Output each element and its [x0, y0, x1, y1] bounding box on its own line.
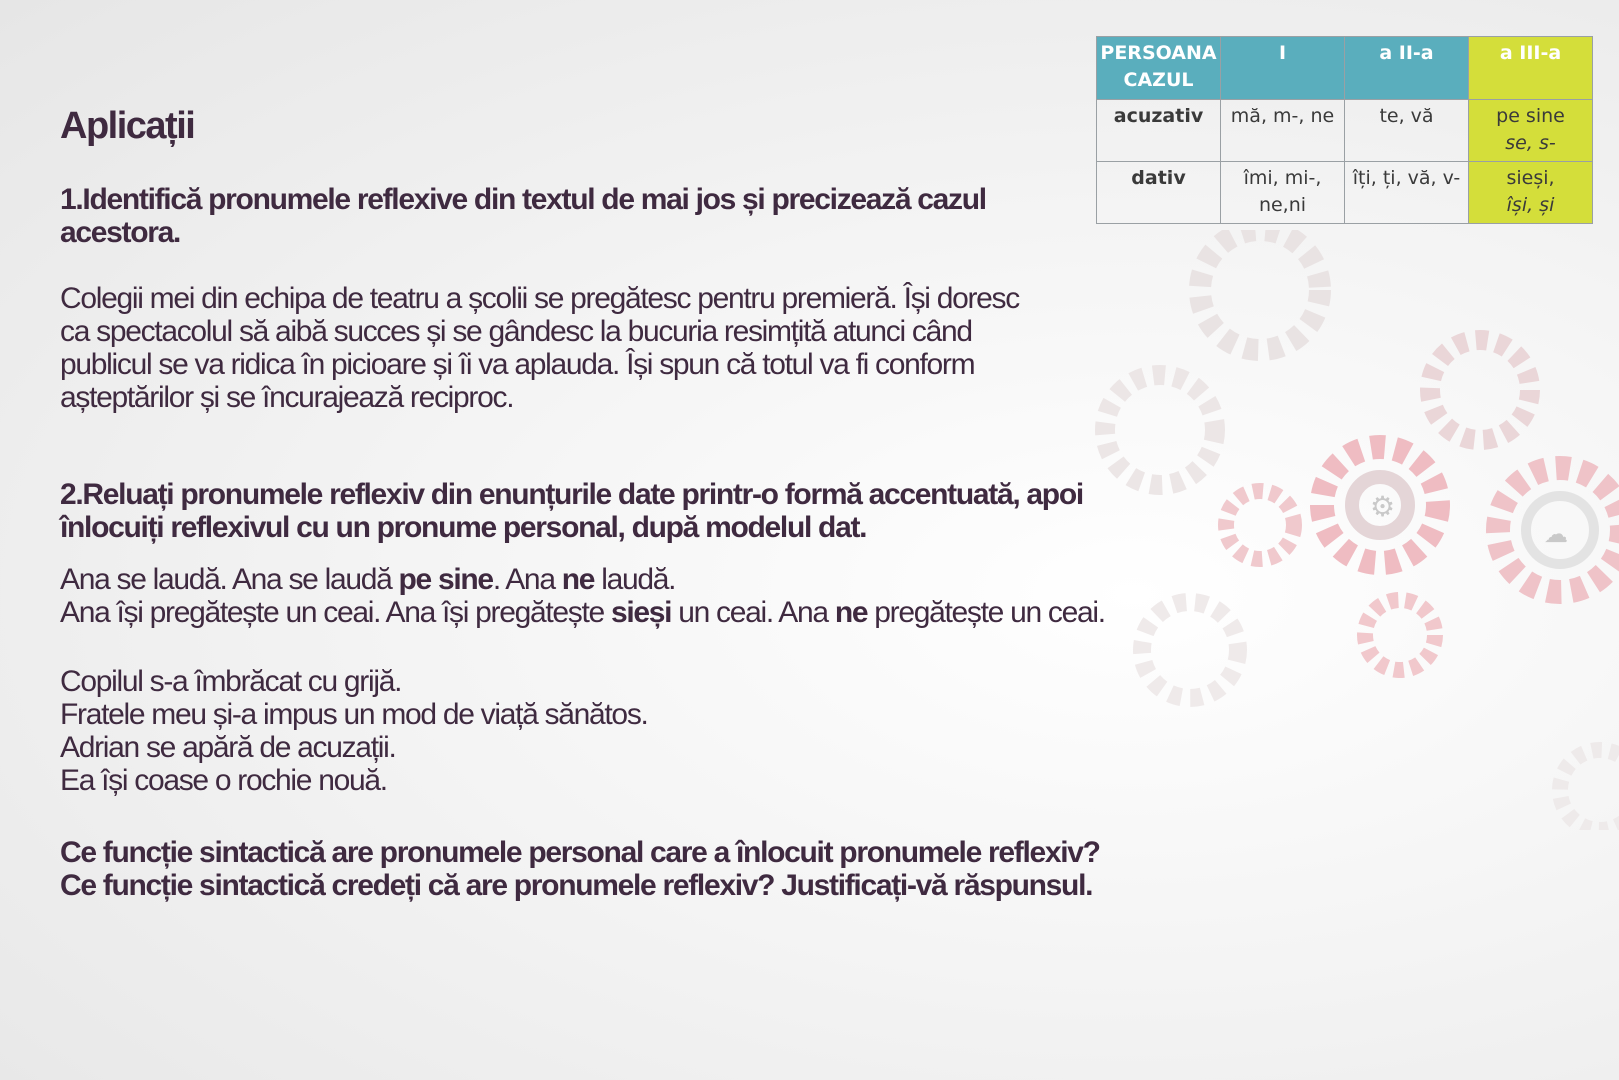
sentence-item: Copilul s-a îmbrăcat cu grijă. — [60, 665, 402, 698]
gears-decoration — [1080, 230, 1619, 830]
model-text: laudă. — [594, 563, 676, 596]
exercise-2-heading — [60, 478, 1083, 544]
gear-shape — [1226, 491, 1294, 559]
reflexive-pronoun-table — [1096, 36, 1593, 224]
exercise-2-model — [60, 563, 1105, 629]
cloud-icon: ☁ — [1544, 520, 1568, 548]
gear-shape — [1142, 602, 1238, 698]
table-row — [1097, 100, 1593, 162]
dativ-p1 — [1221, 162, 1345, 224]
table-header-row — [1097, 37, 1593, 100]
header-persoana-cazul — [1097, 37, 1221, 100]
gear-shape — [1430, 340, 1530, 440]
model-text: Ana se laudă. Ana se laudă — [60, 563, 399, 596]
gear-shape — [1105, 375, 1215, 485]
exercise-1-text-line: așteptărilor și se încurajează reciproc. — [60, 381, 514, 414]
gear-icon: ⚙ — [1370, 490, 1396, 523]
dativ-p1-a: îmi, mi-, — [1243, 167, 1322, 189]
sentence-item: Ea își coase o rochie nouă. — [60, 764, 387, 797]
question-line: Ce funcție sintactică are pronumele personal care a înlocuit pronumele reflexiv? — [60, 836, 1100, 869]
page-title: Aplicații — [60, 105, 195, 147]
sentence-item: Adrian se apără de acuzații. — [60, 731, 396, 764]
acuzativ-p3-alt: se, s- — [1505, 132, 1556, 154]
acuzativ-p2: te, vă — [1345, 100, 1469, 162]
header-person-3: a III-a — [1469, 37, 1593, 100]
acuzativ-p3 — [1469, 100, 1593, 162]
exercise-1-heading-line: 1.Identifică pronumele reflexive din textul de mai jos și precizează cazul — [60, 183, 986, 216]
dativ-p3-main: sieși, — [1506, 167, 1555, 189]
acuzativ-p3-main: pe sine — [1496, 105, 1565, 127]
header-person-2: a II-a — [1345, 37, 1469, 100]
gear-shape — [1560, 750, 1619, 830]
dativ-p2: îți, ți, vă, v- — [1345, 162, 1469, 224]
exercise-2-questions — [60, 836, 1100, 902]
dativ-p1-b: ne,ni — [1258, 194, 1307, 216]
exercise-1-text-line: publicul se va ridica în picioare și îi va aplauda. Își spun că totul va fi conform — [60, 348, 975, 381]
acuzativ-p1: mă, m-, ne — [1221, 100, 1345, 162]
model-line-1 — [60, 563, 1105, 596]
gear-shape — [1200, 230, 1320, 350]
model-bold: pe sine — [398, 563, 493, 596]
model-text: . Ana — [492, 563, 562, 596]
dativ-p3-alt: își, și — [1506, 194, 1555, 216]
model-bold: ne — [561, 563, 595, 596]
exercise-2-sentences — [60, 665, 648, 797]
exercise-1-text-line: ca spectacolul să aibă succes și se gândesc la bucuria resimțită atunci când — [60, 315, 972, 348]
model-text: un ceai. Ana — [671, 596, 835, 629]
gear-shape — [1365, 600, 1435, 670]
exercise-1-text — [60, 282, 1019, 414]
model-line-2 — [60, 596, 1105, 629]
table-row — [1097, 162, 1593, 224]
model-text: pregătește un ceai. — [867, 596, 1105, 629]
header-person-1: I — [1221, 37, 1345, 100]
case-dativ: dativ — [1097, 162, 1221, 224]
case-acuzativ: acuzativ — [1097, 100, 1221, 162]
model-text: Ana își pregătește un ceai. Ana își pregătește — [60, 596, 611, 629]
header-persoana: PERSOANA — [1100, 42, 1217, 64]
question-line: Ce funcție sintactică credeți că are pronumele reflexiv? Justificați-vă răspunsul. — [60, 869, 1093, 902]
exercise-1-heading-line: acestora. — [60, 216, 181, 249]
header-cazul: CAZUL — [1123, 69, 1194, 91]
model-bold: ne — [834, 596, 868, 629]
sentence-item: Fratele meu și-a impus un mod de viață sănătos. — [60, 698, 648, 731]
exercise-2-heading-line: înlocuiți reflexivul cu un pronume personal, după modelul dat. — [60, 511, 867, 544]
exercise-1-text-line: Colegii mei din echipa de teatru a școlii se pregătesc pentru premieră. Își doresc — [60, 282, 1019, 315]
exercise-2-heading-line: 2.Reluați pronumele reflexiv din enunțurile date printr-o formă accentuată, apoi — [60, 478, 1083, 511]
exercise-1-heading — [60, 183, 986, 249]
dativ-p3 — [1469, 162, 1593, 224]
model-bold: sieși — [610, 596, 672, 629]
